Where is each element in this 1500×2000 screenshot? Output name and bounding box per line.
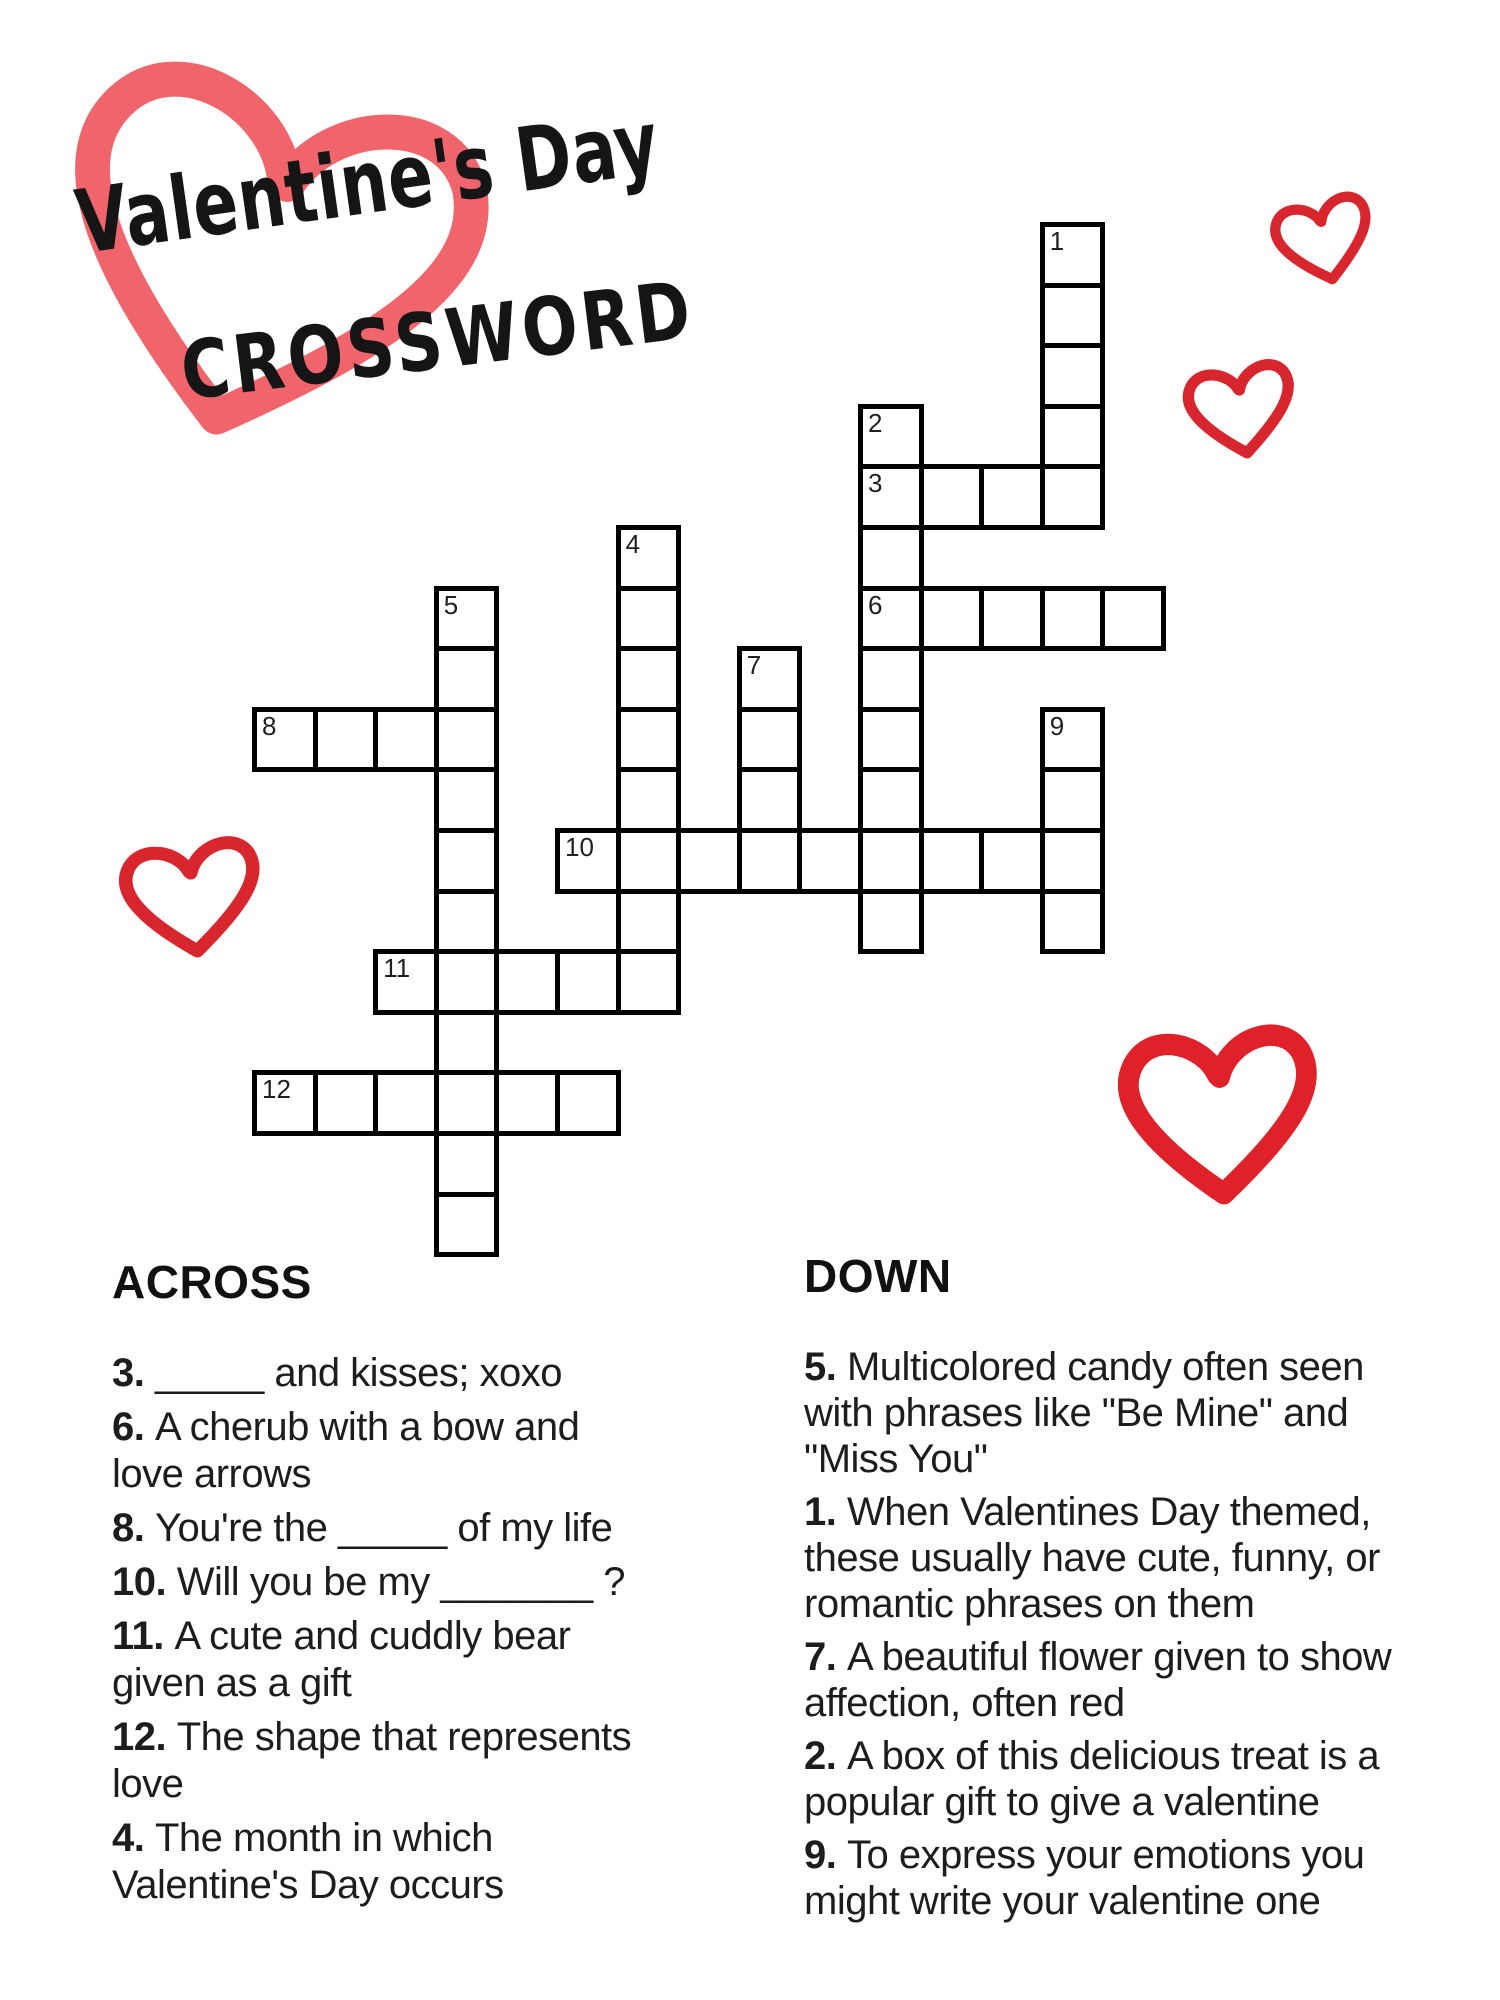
grid-cell [616,586,682,652]
grid-cell [979,464,1045,530]
grid-cell [616,949,682,1015]
grid-cell [919,464,985,530]
grid-cell [373,707,439,773]
grid-cell-number: 6 [868,589,883,620]
clue-item [112,1350,712,1397]
clue-line: these usually have cute, funny, or [804,1536,1380,1580]
grid-cell [858,646,924,712]
clue-number: 12. [112,1715,177,1759]
clue-item [112,1404,712,1498]
clue-number: 1. [804,1490,847,1534]
clue-line: 12. The shape that represents [112,1715,632,1759]
clue-item [804,1634,1464,1726]
grid-cell [797,828,863,894]
grid-cell [616,646,682,712]
grid-cell-number: 10 [565,832,594,862]
down-header: DOWN [804,1250,952,1302]
grid-cell [1040,464,1106,530]
grid-cell [737,707,803,773]
grid-cell [737,828,803,894]
grid-cell [1040,828,1106,894]
grid-cell [858,767,924,833]
grid-cell [1040,889,1106,955]
grid-cell-number: 11 [383,953,411,984]
grid-cell [313,1070,379,1136]
clue-line: 5. Multicolored candy often seen [804,1345,1364,1389]
clue-line: 10. Will you be my _______ ? [112,1560,625,1604]
across-clues [112,1256,712,1916]
clue-line: "Miss You" [804,1437,988,1481]
grid-cell-number: 9 [1049,710,1065,741]
clue-item [804,1733,1464,1825]
clue-line: romantic phrases on them [804,1582,1255,1626]
clue-number: 2. [804,1734,847,1778]
across-header: ACROSS [112,1256,312,1308]
clue-line: 6. A cherub with a bow and [112,1405,580,1449]
clue-number: 11. [112,1614,175,1658]
clue-number: 9. [804,1833,847,1877]
grid-cell-number: 3 [868,468,883,499]
clue-item [804,1832,1464,1924]
grid-cell [434,767,500,833]
down-clues [804,1250,1464,1931]
heart-bottom-right-icon [1114,1014,1328,1219]
grid-cell [1100,586,1166,652]
heart-top-right-icon [1264,183,1386,299]
grid-cell [1040,343,1106,409]
clue-number: 8. [112,1506,155,1550]
clue-line: 3. _____ and kisses; xoxo [112,1351,563,1395]
clue-number: 3. [112,1351,155,1395]
grid-cell [1040,404,1106,470]
grid-cell-number: 4 [625,529,641,559]
grid-cell [919,828,985,894]
grid-cell-number: 2 [868,407,883,438]
clue-number: 7. [804,1635,847,1679]
clue-line: 8. You're the _____ of my life [112,1506,613,1550]
grid-cell [494,1070,560,1136]
clue-line: 11. A cute and cuddly bear [112,1614,571,1658]
grid-cell [858,828,924,894]
grid-cell [434,1131,500,1197]
clue-number: 6. [112,1405,155,1449]
grid-cell [1040,767,1106,833]
clue-line: 2. A box of this delicious treat is a [804,1734,1380,1778]
clue-line: Valentine's Day occurs [112,1863,504,1907]
grid-cell [616,767,682,833]
clue-number: 10. [112,1560,177,1604]
clue-item [112,1559,712,1606]
page-title-line1: Valentine's Day [70,90,665,274]
grid-cell-number: 12 [262,1074,291,1105]
clue-line: affection, often red [804,1681,1125,1725]
clue-item [112,1714,712,1808]
heart-left-icon [114,827,272,972]
grid-cell [737,767,803,833]
grid-cell [434,1010,500,1076]
grid-cell [858,525,924,591]
grid-cell [434,707,500,773]
grid-cell [434,889,500,955]
down-clue-list [804,1344,1464,1924]
grid-cell [555,949,621,1015]
clue-line: given as a gift [112,1661,352,1705]
clue-line: love arrows [112,1452,312,1496]
clue-item [804,1344,1464,1482]
grid-cell [858,707,924,773]
clue-item [112,1815,712,1909]
clue-line: 4. The month in which [112,1816,493,1860]
clue-line: love [112,1762,184,1806]
clue-line: with phrases like "Be Mine" and [804,1391,1349,1435]
grid-cell-number: 8 [262,710,277,741]
grid-cell [858,889,924,955]
clue-line: 7. A beautiful flower given to show [804,1635,1392,1679]
grid-cell [555,1070,621,1136]
grid-cell [616,889,682,955]
grid-cell [434,1192,500,1258]
grid-cell [434,646,500,712]
clue-item [804,1489,1464,1627]
clue-line: might write your valentine one [804,1879,1321,1923]
grid-cell-number: 5 [443,589,459,620]
grid-cell [1040,586,1106,652]
clue-number: 4. [112,1816,155,1860]
grid-cell [434,949,500,1015]
grid-cell [676,828,742,894]
clue-number: 5. [804,1345,847,1389]
grid-cell [494,949,560,1015]
clue-line: popular gift to give a valentine [804,1780,1320,1824]
grid-cell [313,707,379,773]
grid-cell-number: 7 [746,650,762,681]
heart-mid-right-icon [1178,351,1306,471]
grid-cell-number: 1 [1049,226,1065,256]
grid-cell [979,828,1045,894]
grid-cell [373,1070,439,1136]
grid-cell [979,586,1045,652]
clue-line: 9. To express your emotions you [804,1833,1365,1877]
grid-cell [434,828,500,894]
grid-cell [434,1070,500,1136]
grid-cell [616,707,682,773]
grid-cell [616,828,682,894]
grid-cell [919,586,985,652]
page-title-line2: CROSSWORD [176,263,700,419]
grid-cell [1040,283,1106,349]
clue-item [112,1505,712,1552]
clue-item [112,1613,712,1707]
clue-line: 1. When Valentines Day themed, [804,1490,1371,1534]
across-clue-list [112,1350,712,1909]
